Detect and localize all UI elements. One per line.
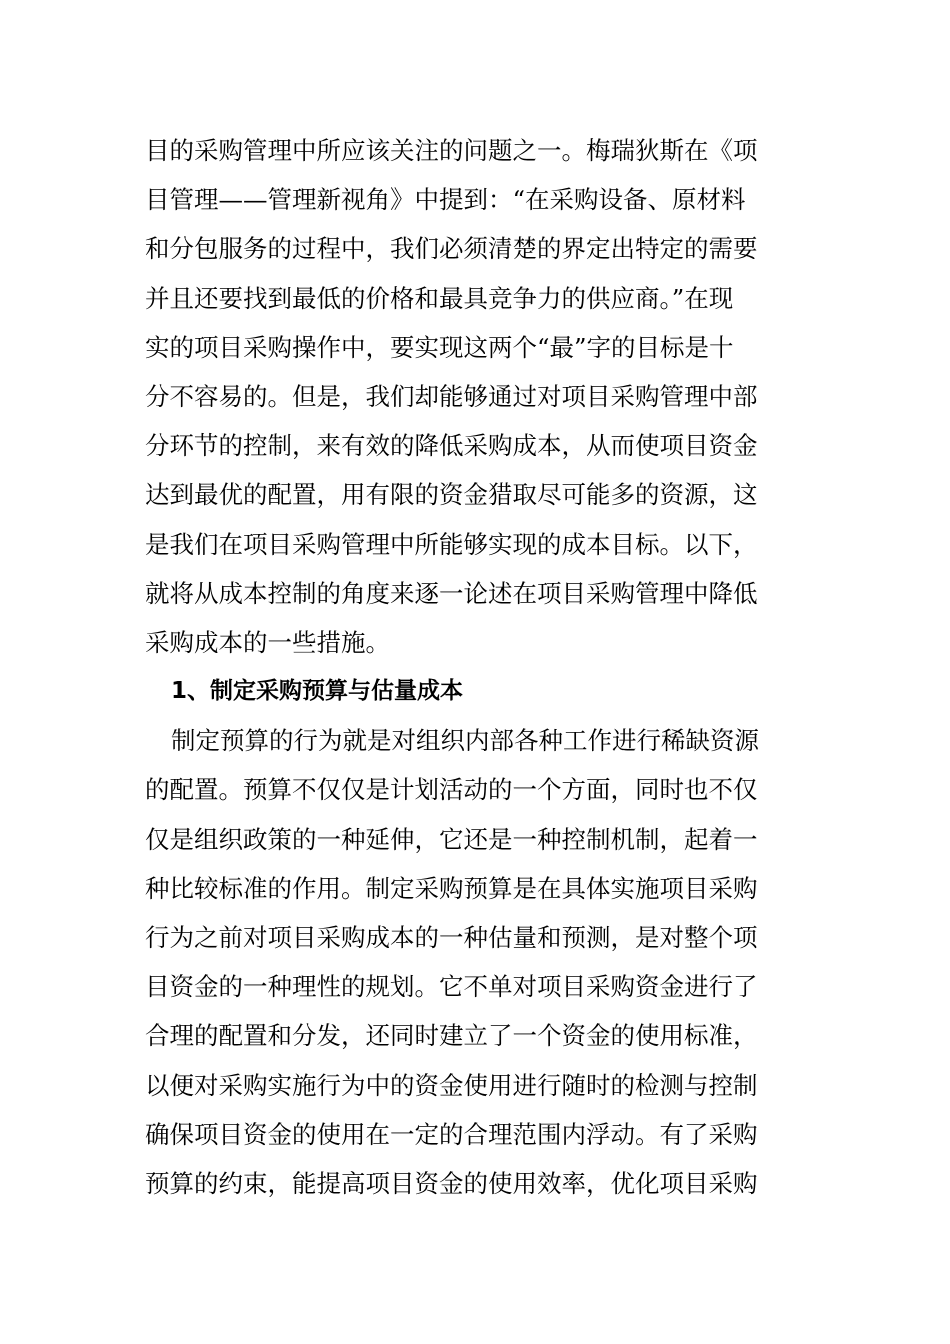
- text-line: 种比较标准的作用。制定采购预算是在具体实施项目采购: [145, 873, 758, 903]
- text-line: 目资金的一种理性的规划。它不单对项目采购资金进行了: [145, 972, 758, 1002]
- text-line: 分不容易的。但是，我们却能够通过对项目采购管理中部: [145, 381, 758, 411]
- body-text: [145, 126, 825, 1208]
- text-line: 目的采购管理中所应该关注的问题之一。梅瑞狄斯在《项: [145, 136, 758, 165]
- text-line: 分环节的控制，来有效的降低采购成本，从而使项目资金: [145, 431, 758, 461]
- text-line: 是我们在项目采购管理中所能够实现的成本目标。以下，: [145, 529, 758, 559]
- text-line: 仅是组织政策的一种延伸，它还是一种控制机制，起着一: [145, 824, 758, 854]
- text-line: 达到最优的配置，用有限的资金猎取尽可能多的资源，这: [145, 480, 758, 510]
- text-line: 和分包服务的过程中，我们必须清楚的界定出特定的需要: [145, 234, 758, 264]
- text-line: 预算的约束，能提高项目资金的使用效率，优化项目采购: [145, 1168, 758, 1198]
- text-line: 制定预算的行为就是对组织内部各种工作进行稀缺资源: [171, 726, 759, 756]
- text-line: 目管理——管理新视角》中提到：“在采购设备、原材料: [145, 185, 746, 215]
- paragraph-2: [145, 716, 825, 1208]
- text-line: 以便对采购实施行为中的资金使用进行随时的检测与控制: [145, 1070, 758, 1100]
- text-line: 确保项目资金的使用在一定的合理范围内浮动。有了采购: [145, 1119, 758, 1149]
- text-line: 并且还要找到最低的价格和最具竞争力的供应商。”在现: [145, 283, 734, 313]
- text-line: 实的项目采购操作中，要实现这两个“最”字的目标是十: [145, 332, 734, 362]
- text-line: 行为之前对项目采购成本的一种估量和预测，是对整个项: [145, 923, 758, 952]
- text-line: 就将从成本控制的角度来逐一论述在项目采购管理中降低: [145, 578, 758, 608]
- paragraph-1: [145, 126, 825, 667]
- text-line: 合理的配置和分发，还同时建立了一个资金的使用标准，: [145, 1021, 758, 1051]
- text-line: 的配置。预算不仅仅是计划活动的一个方面，同时也不仅: [145, 775, 758, 805]
- section-heading: 1、制定采购预算与估量成本: [171, 678, 464, 705]
- text-line: 采购成本的一些措施。: [145, 627, 390, 657]
